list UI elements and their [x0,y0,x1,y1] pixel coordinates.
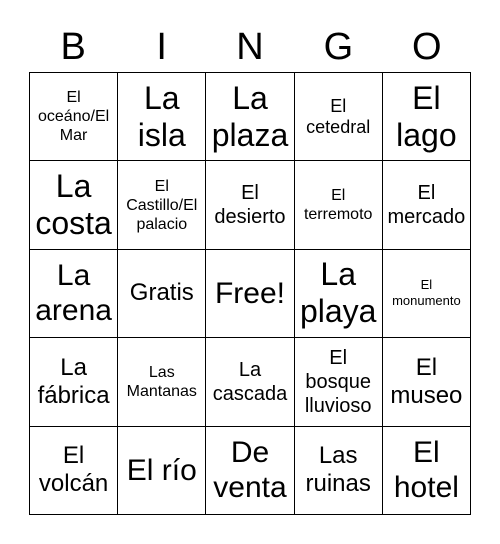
cell-text: El bosque lluvioso [304,346,372,417]
bingo-cell[interactable] [118,250,206,338]
cell-text: El oceáno/El Mar [38,89,110,145]
bingo-cell[interactable] [383,73,471,161]
cell-text: El río [126,453,197,487]
cell-text: El cetedral [306,95,371,137]
cell-text: El desierto [214,182,286,229]
cell-text: El lago [396,79,457,153]
cell-text: La costa [35,168,112,242]
cell-text: El hotel [393,436,459,505]
free-space[interactable] [206,250,294,338]
bingo-cell[interactable] [206,338,294,426]
bingo-cell[interactable] [30,73,118,161]
cell-text: La fábrica [37,353,110,409]
header-letter-g: G [323,26,354,68]
bingo-cell[interactable] [383,427,471,515]
bingo-cell[interactable] [206,427,294,515]
bingo-cell[interactable] [118,73,206,161]
cell-text: La arena [35,259,112,328]
cell-text: El Castillo/El palacio [126,177,198,233]
bingo-cell[interactable] [383,161,471,249]
cell-text: El volcán [38,442,109,498]
cell-text: Gratis [129,279,194,307]
cell-text: Las Mantanas [126,363,197,400]
header-letter-n: N [236,26,264,68]
bingo-cell[interactable] [295,73,383,161]
bingo-cell[interactable] [295,250,383,338]
bingo-cell[interactable] [383,338,471,426]
header-letter-b: B [60,26,86,68]
bingo-cell[interactable] [118,161,206,249]
bingo-cell[interactable] [295,338,383,426]
cell-text: El mercado [387,182,466,229]
cell-text: La cascada [212,358,288,405]
bingo-cell[interactable] [206,73,294,161]
cell-text: El terremoto [303,187,373,224]
bingo-header [29,22,471,72]
bingo-cell[interactable] [206,161,294,249]
bingo-cell[interactable] [30,161,118,249]
cell-text: Free! [214,276,285,310]
header-letter-o: O [412,26,442,68]
cell-text: El monumento [392,277,461,309]
bingo-cell[interactable] [295,427,383,515]
cell-text: La plaza [211,79,289,153]
cell-text: El museo [390,353,463,409]
bingo-cell[interactable] [295,161,383,249]
bingo-cell[interactable] [30,427,118,515]
cell-text: De venta [213,436,287,505]
header-letter-i: I [156,26,167,68]
bingo-cell[interactable] [383,250,471,338]
bingo-cell[interactable] [30,250,118,338]
bingo-cell[interactable] [118,338,206,426]
cell-text: Las ruinas [305,442,371,498]
bingo-cell[interactable] [30,338,118,426]
cell-text: La isla [137,79,186,153]
cell-text: La playa [299,256,377,330]
bingo-board [29,72,471,515]
bingo-cell[interactable] [118,427,206,515]
